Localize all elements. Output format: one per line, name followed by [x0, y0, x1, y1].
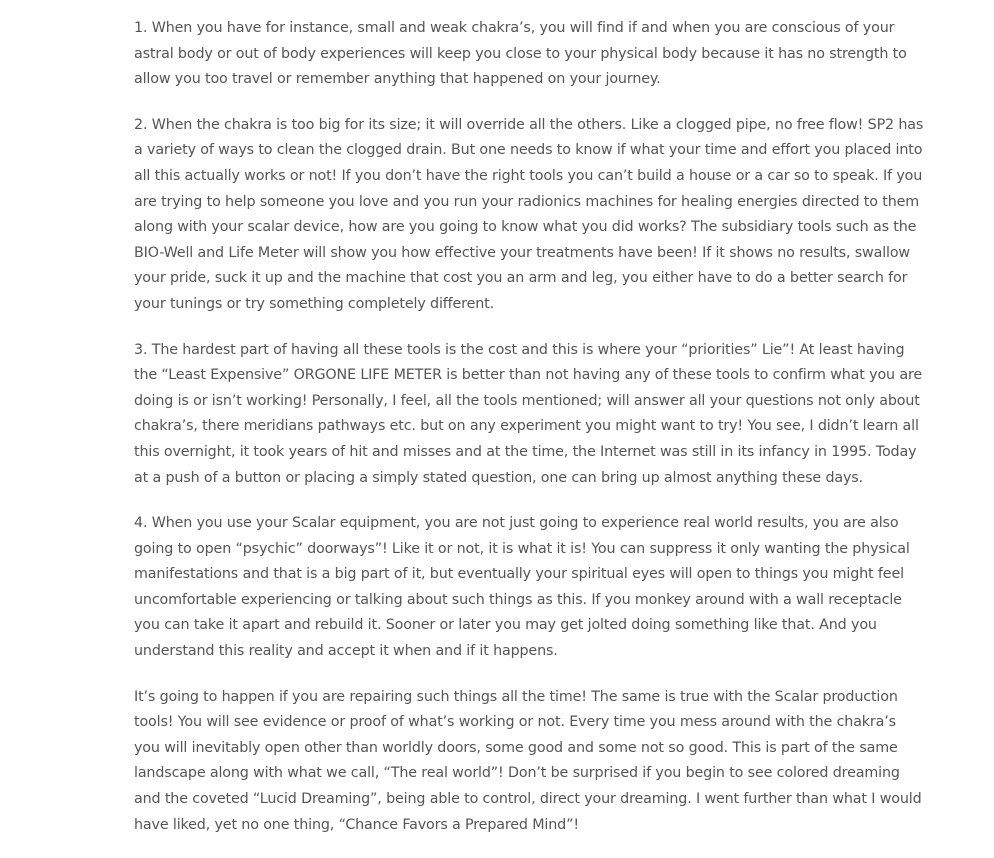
paragraph-2: 2. When the chakra is too big for its size; it will override all the others. Like a clogged pipe, no free flow! SP2 has a variety of ways to clean the clogged drain. But one needs to know if what your time and effort you placed into all this actually works or not! If you don’t have the right tools you can’t build a house or a car so to speak. If you are trying to help someone you love and you run your radionics machines for healing energies directed to them along with your scalar device, how are you going to know what you did works? The subsidiary tools such as the BIO-Well and Life Meter will show you how effective your treatments have been! If it shows no results, swallow your pride, suck it up and the machine that cost you an arm and leg, you either have to do a better search for your tunings or try something completely different. [134, 116, 924, 312]
paragraph-4: 4. When you use your Scalar equipment, you are not just going to experience real world results, you are also going to open “psychic” doorways”! Like it or not, it is what it is! You can suppress it only wanting the physical manifestations and that is a big part of it, but eventually your spiritual eyes will open to things you might feel uncomfortable experiencing or talking about such things as this. If you monkey around with a wall receptacle you can take it apart and rebuild it. Sooner or later you may get jolted doing something like that. And you understand this reality and accept it when and if it happens. [134, 515, 910, 660]
paragraph-3: 3. The hardest part of having all these tools is the cost and this is where your “priorities” Lie”! At least having the “Least Expensive” ORGONE LIFE METER is better than not having any of these tools to confirm what you are doing is or isn’t working! Personally, I feel, all the tools mentioned; will answer all your questions not only about chakra’s, there meridians pathways etc. but on any experiment you might want to try! You see, I didn’t learn all this overnight, it took years of hit and misses and at the time, the Internet was still in its infancy in 1995. Today at a push of a button or placing a simply stated question, one can bring up almost anything these days. [134, 341, 923, 486]
article-body [134, 16, 924, 858]
paragraph-1: 1. When you have for instance, small and weak chakra’s, you will find if and when you are conscious of your astral body or out of body experiences will keep you close to your physical body because it has no strength to allow you too travel or remember anything that happened on your journey. [134, 20, 907, 88]
paragraph-5: It’s going to happen if you are repairing such things all the time! The same is true with the Scalar production tools! You will see evidence or proof of what’s working or not. Every time you mess around with the chakra’s you will inevitably open other than worldly doors, some good and some not so good. This is part of the same landscape along with what we call, “The real world”! Don’t be surprised if you begin to see colored dreaming and the coveted “Lucid Dreaming”, being able to control, direct your dreaming. I went further than what I would have liked, yet no one thing, “Chance Favors a Prepared Mind”! [134, 688, 922, 833]
